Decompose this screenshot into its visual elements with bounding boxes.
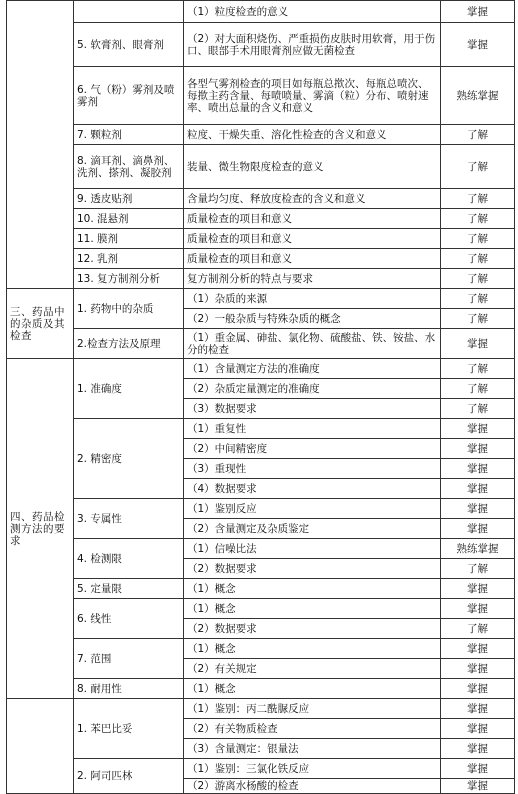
content-cell: （1）重金属、砷盐、氯化物、硫酸盐、铁、铵盐、水分的检查 (184, 329, 441, 359)
unit-cell: 2.检查方法及原理 (74, 329, 184, 359)
requirement-cell: 掌握 (441, 459, 515, 479)
content-cell: （3）含量测定：银量法 (184, 739, 441, 759)
unit-cell: 13. 复方制剂分析 (74, 269, 184, 289)
unit-cell (74, 1, 184, 23)
table-row (7, 269, 515, 289)
unit-cell: 5. 软膏剂、眼膏剂 (74, 23, 184, 67)
requirement-cell: 了解 (441, 399, 515, 419)
unit-cell: 4. 检测限 (74, 539, 184, 579)
content-cell: 质量检查的项目和意义 (184, 229, 441, 249)
requirement-cell: 掌握 (441, 439, 515, 459)
requirement-cell: 掌握 (441, 679, 515, 699)
unit-cell: 2. 阿司匹林 (74, 759, 184, 794)
content-cell: （1）鉴别：三氯化铁反应 (184, 759, 441, 779)
requirement-cell: 掌握 (441, 759, 515, 779)
content-cell: （2）游离水杨酸的检查 (184, 779, 441, 794)
content-cell: 粒度、干燥失重、溶化性检查的含义和意义 (184, 125, 441, 145)
table-row (7, 23, 515, 67)
requirement-cell: 了解 (441, 619, 515, 639)
requirement-cell: 了解 (441, 309, 515, 329)
requirement-cell: 掌握 (441, 699, 515, 719)
content-cell: （2）杂质定量测定的准确度 (184, 379, 441, 399)
content-cell: （1）鉴别：丙二酰脲反应 (184, 699, 441, 719)
requirement-cell: 了解 (441, 145, 515, 189)
requirement-cell: 掌握 (441, 659, 515, 679)
table-row (7, 579, 515, 599)
table-row (7, 759, 515, 779)
content-cell: （3）重现性 (184, 459, 441, 479)
content-cell: 各型气雾剂检查的项目如每瓶总揿次、每瓶总喷次、每揿主药含量、每喷喷量、雾滴（粒）分布、喷射速率、喷出总量的含义和意义 (184, 67, 441, 125)
unit-cell: 5. 定量限 (74, 579, 184, 599)
content-cell: 含量均匀度、释放度检查的含义和意义 (184, 189, 441, 209)
table-row (7, 419, 515, 439)
requirement-cell: 掌握 (441, 519, 515, 539)
content-cell: （1）概念 (184, 679, 441, 699)
table-row (7, 599, 515, 619)
requirement-cell: 掌握 (441, 719, 515, 739)
table-row (7, 229, 515, 249)
syllabus-table (6, 0, 515, 794)
requirement-cell: 掌握 (441, 1, 515, 23)
requirement-cell: 掌握 (441, 779, 515, 794)
table-row (7, 329, 515, 359)
content-cell: （2）有关物质检查 (184, 719, 441, 739)
requirement-cell: 掌握 (441, 499, 515, 519)
content-cell: （4）数据要求 (184, 479, 441, 499)
requirement-cell: 了解 (441, 125, 515, 145)
unit-cell: 9. 透皮贴剂 (74, 189, 184, 209)
unit-cell: 6. 线性 (74, 599, 184, 639)
unit-cell: 1. 药物中的杂质 (74, 289, 184, 329)
requirement-cell: 熟练掌握 (441, 67, 515, 125)
unit-cell: 1. 准确度 (74, 359, 184, 419)
requirement-cell: 熟练掌握 (441, 539, 515, 559)
unit-cell: 11. 膜剂 (74, 229, 184, 249)
content-cell: （1）信噪比法 (184, 539, 441, 559)
requirement-cell: 了解 (441, 249, 515, 269)
content-cell: （2）一般杂质与特殊杂质的概念 (184, 309, 441, 329)
table-row (7, 699, 515, 719)
requirement-cell: 了解 (441, 189, 515, 209)
content-cell: （2）数据要求 (184, 619, 441, 639)
content-cell: （2）含量测定及杂质鉴定 (184, 519, 441, 539)
requirement-cell: 掌握 (441, 599, 515, 619)
content-cell: （1）概念 (184, 579, 441, 599)
requirement-cell: 掌握 (441, 639, 515, 659)
content-cell: （2）数据要求 (184, 559, 441, 579)
content-cell: 装量、微生物限度检查的意义 (184, 145, 441, 189)
table-row (7, 499, 515, 519)
unit-cell: 12. 乳剂 (74, 249, 184, 269)
unit-cell: 7. 范围 (74, 639, 184, 679)
unit-cell: 6. 气（粉）雾剂及喷雾剂 (74, 67, 184, 125)
requirement-cell: 掌握 (441, 23, 515, 67)
content-cell: （2）有关规定 (184, 659, 441, 679)
content-cell: （3）数据要求 (184, 399, 441, 419)
table-row (7, 679, 515, 699)
table-row (7, 289, 515, 309)
chapter-cell (7, 699, 74, 794)
requirement-cell: 了解 (441, 269, 515, 289)
unit-cell: 2. 精密度 (74, 419, 184, 499)
requirement-cell: 掌握 (441, 329, 515, 359)
content-cell: （1）粒度检查的意义 (184, 1, 441, 23)
content-cell: （1）鉴别反应 (184, 499, 441, 519)
requirement-cell: 掌握 (441, 419, 515, 439)
unit-cell: 8. 滴耳剂、滴鼻剂、洗剂、搽剂、凝胶剂 (74, 145, 184, 189)
requirement-cell: 掌握 (441, 579, 515, 599)
requirement-cell: 掌握 (441, 479, 515, 499)
content-cell: （2）对大面积烧伤、严重损伤皮肤时用软膏，用于伤口、眼部手术用眼膏剂应做无菌检查 (184, 23, 441, 67)
unit-cell: 7. 颗粒剂 (74, 125, 184, 145)
table-row (7, 189, 515, 209)
content-cell: （1）含量测定方法的准确度 (184, 359, 441, 379)
chapter-cell: 三、药品中的杂质及其检查 (7, 289, 74, 359)
content-cell: （1）重复性 (184, 419, 441, 439)
chapter-cell (7, 1, 74, 289)
table-row (7, 125, 515, 145)
requirement-cell: 了解 (441, 209, 515, 229)
content-cell: 质量检查的项目和意义 (184, 209, 441, 229)
table-row (7, 67, 515, 125)
table-row (7, 539, 515, 559)
requirement-cell: 掌握 (441, 739, 515, 759)
content-cell: （1）概念 (184, 599, 441, 619)
content-cell: 质量检查的项目和意义 (184, 249, 441, 269)
table-row (7, 1, 515, 23)
requirement-cell: 了解 (441, 379, 515, 399)
requirement-cell: 了解 (441, 559, 515, 579)
requirement-cell: 了解 (441, 289, 515, 309)
requirement-cell: 了解 (441, 229, 515, 249)
chapter-cell: 四、药品检测方法的要求 (7, 359, 74, 699)
table-row (7, 639, 515, 659)
table-row (7, 209, 515, 229)
table-row (7, 249, 515, 269)
content-cell: （2）中间精密度 (184, 439, 441, 459)
table-row (7, 359, 515, 379)
unit-cell: 10. 混悬剂 (74, 209, 184, 229)
content-cell: （1）概念 (184, 639, 441, 659)
table-row (7, 145, 515, 189)
content-cell: 复方制剂分析的特点与要求 (184, 269, 441, 289)
requirement-cell: 了解 (441, 359, 515, 379)
unit-cell: 1. 苯巴比妥 (74, 699, 184, 759)
unit-cell: 3. 专属性 (74, 499, 184, 539)
unit-cell: 8. 耐用性 (74, 679, 184, 699)
content-cell: （1）杂质的来源 (184, 289, 441, 309)
